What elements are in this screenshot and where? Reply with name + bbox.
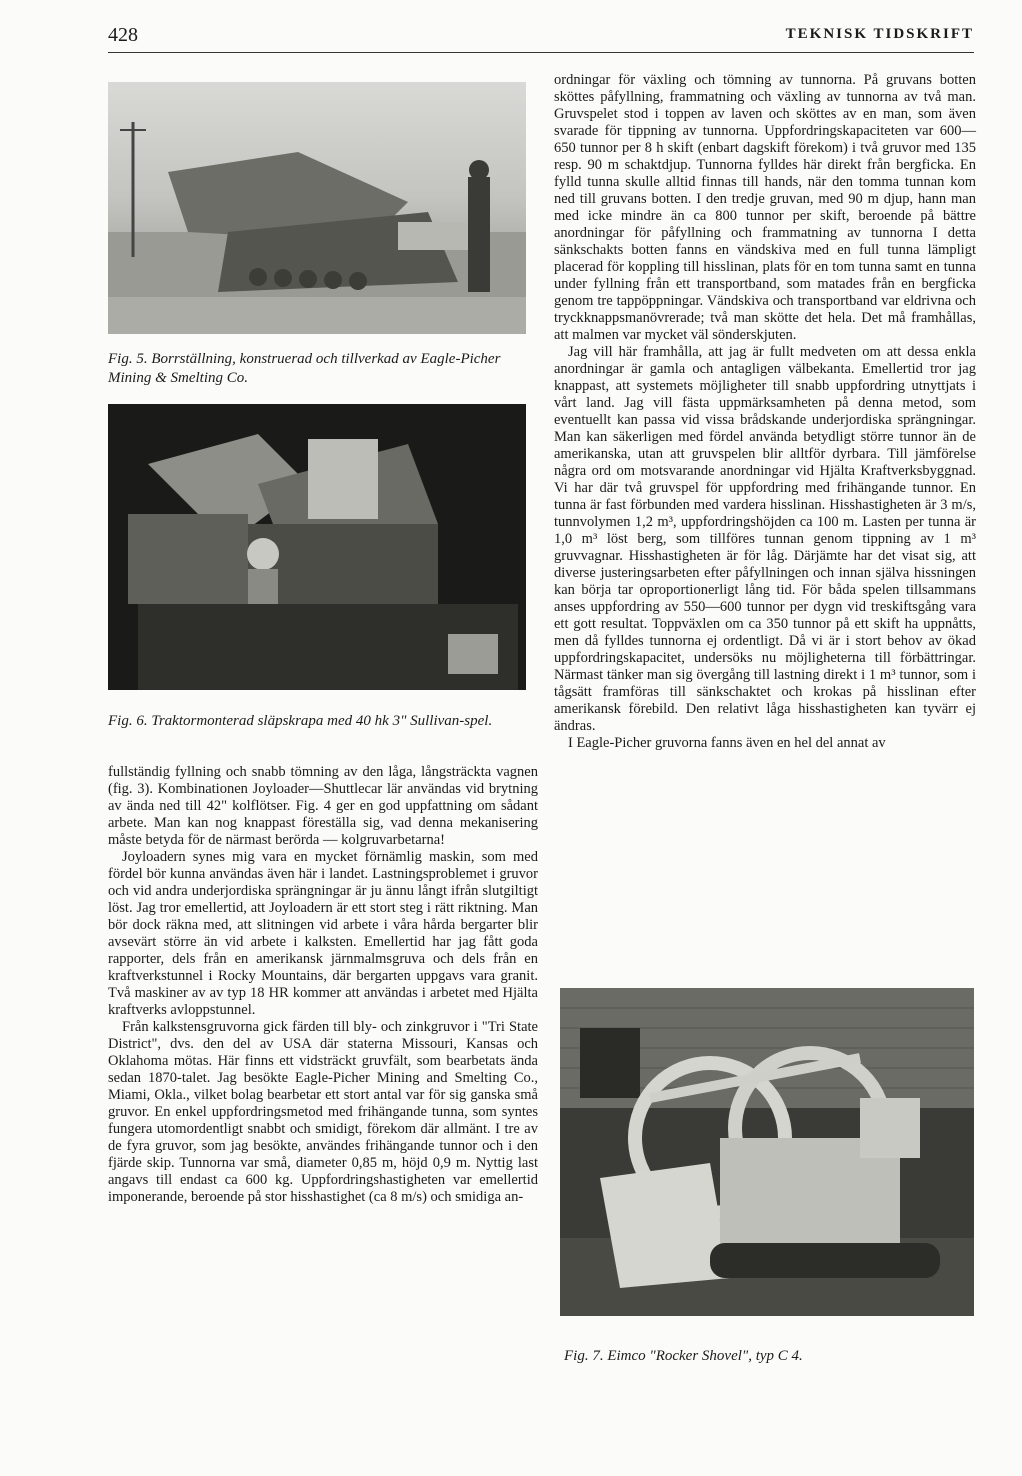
header-rule [108,52,974,53]
figure-6-caption: Fig. 6. Traktormonterad släpskrapa med 40 hk 3" Sullivan-spel. [108,713,493,729]
left-paragraph-1: fullständig fyllning och snabb tömning av den låga, långsträckta vagnen (fig. 3). Kombinationen Joyloader—Shuttlecar lär användas vid brytning av ända ned till 42" kolflötser. Fig. 4 ger en god uppfattning om sådant arbete. Man kan nog knappast föreställa sig, vad denna mekanisering måste betyda för de närmast berörda — kolgruvarbetarna! [108,764,538,848]
left-column-text [108,764,538,1206]
right-paragraph-1: ordningar för växling och tömning av tunnorna. På gruvans botten sköttes påfyllning, frammatning och växling av tunnorna av två man. Gruvspelet stod i toppen av laven och sköttes av en man, som även svarade för tippning av tunnorna. Uppfordringskapaciteten var 600—650 tunnor per 8 h skift (enbart dagskift förekom) i två gruvor med 135 resp. 90 m schaktdjup. Tunnorna fylldes här direkt från bergficka. En fylld tunna skulle alltid finnas till hands, när den tomma tunnan kom ned till gruvans botten. I den tredje gruvan, med 90 m djup, hann man med icke mindre än ca 800 tunnor per skift, beroende på bättre anordningar för påfyllning och frammatning av tunnorna I detta sänkschakts botten fanns en vändskiva med en full tunna lämpligt placerad för koppling till hisslinan, plats för en tom tunna samt en tunna under fyllning från ett transportband, som matades från en bergficka genom tre tappöppningar. Vändskiva och transportband var eldrivna och tryckknappsmanövrerade; två man skötte det hela. Det må framhållas, att malmen var mycket väl sönderskjuten. [554,72,976,343]
figure-7-photo [560,988,974,1316]
right-paragraph-2: Jag vill här framhålla, att jag är fullt medveten om att dessa enkla anordningar är gamla och antagligen välbekanta. Emellertid tror jag knappast, att systemets möjligheter till snabb uppfordring utnyttjats i vårt land. Jag vill fästa uppmärksamheten på denna metod, som eventuellt kan passa vid vissa brådskande underjordiska sprängningar. Man kan säkerligen med fördel använda betydligt större tunnor än de amerikanska, utan att gruvspelen blir alltför dyrbara. Till jämförelse några ord om motsvarande anordningar vid Hjälta Kraftverksbyggnad. Vi har där två gruvspel för uppfordring med frihängande tunnor. En tunna är fast förbunden med vardera hisslinan. Hisshastigheten är 3 m/s, tunnvolymen 1,2 m³, uppfordringshöjden ca 100 m. Lasten per tunna är 1,0 m³ löst berg, som tillföres tunnan genom tippning av 1 m³ gruvvagnar. Hisshastigheten är för låg. Därjämte har det visat sig, att diverse justeringsarbeten efter påfyllningen och innan själva hissningen kan börja tar oproportionerligt lång tid. För båda spelen tillsammans anses uppfordring av 550—600 tunnor per dygn vid treskiftsgång vara ett gott resultat. Toppväxlen om ca 350 tunnor på ett skift ha uppnåtts, men då fylldes tunnorna ej ordentligt. Då vi är i stort behov av ökad uppfordringskapacitet, undersöks nu möjligheterna till förbättringar. Närmast tänker man sig övergång till lastning direkt i 1 m³ tunnor, som i tågsätt framföras till sänkschaktet och krokas på hisslinan efter amerikansk förebild. Den relativt låga hisshastigheten kan tyvärr ej ändras. [554,344,976,734]
right-column-text [554,72,976,752]
left-paragraph-3: Från kalkstensgruvorna gick färden till bly- och zinkgruvor i "Tri State District", dvs. den del av USA där staterna Missouri, Kansas och Oklahoma mötas. Här finns ett vidsträckt gruvfält, som bearbetats ända sedan 1870-talet. Jag besökte Eagle-Picher Mining and Smelting Co., Miami, Okla., vilket bolag bearbetar ett stort antal var för sig ganska små gruvor. En enkel uppfordringsmetod med frihängande tunna, som syntes fungera utomordentligt snabbt och smidigt, förekom där allmänt. I tre av de fyra gruvor, som jag besökte, användes frihängande tunnor och i den fjärde skip. Tunnorna var små, diameter 0,85 m, höjd 0,9 m. Nyttig last angavs till endast ca 600 kg. Uppfordringshastigheten var emellertid imponerande, beroende på stor hisshastighet (ca 8 m/s) och smidiga an- [108,1019,538,1205]
journal-title: TEKNISK TIDSKRIFT [785,26,974,42]
figure-6-photo [108,404,526,690]
page-number: 428 [108,24,138,46]
figure-5-photo [108,82,526,334]
figure-7-caption: Fig. 7. Eimco "Rocker Shovel", typ C 4. [564,1348,803,1364]
left-paragraph-2: Joyloadern synes mig vara en mycket förnämlig maskin, som med fördel bör kunna användas även här i landet. Lastningsproblemet i gruvor och vid andra underjordiska sprängningar är ju ännu långt ifrån slutgiltigt löst. Jag tror emellertid, att Joyloadern är ett stort steg i rätt riktning. Man bör dock räkna med, att slitningen vid arbete i våra hårda bergarter blir avsevärt större än vid arbete i kalksten. Emellertid har jag fått goda rapporter, dels från en amerikansk järnmalmsgruva och dels från en kraftverkstunnel i Rocky Mountains, där bergarten uppgavs vara granit. Två maskiner av av typ 18 HR kommer att användas i arbetet med Hjälta kraftverks avloppstunnel. [108,849,538,1018]
right-paragraph-3: I Eagle-Picher gruvorna fanns även en hel del annat av [568,735,886,751]
figure-5-caption: Fig. 5. Borrställning, konstruerad och tillverkad av Eagle-Picher Mining & Smelting Co. [108,351,501,386]
